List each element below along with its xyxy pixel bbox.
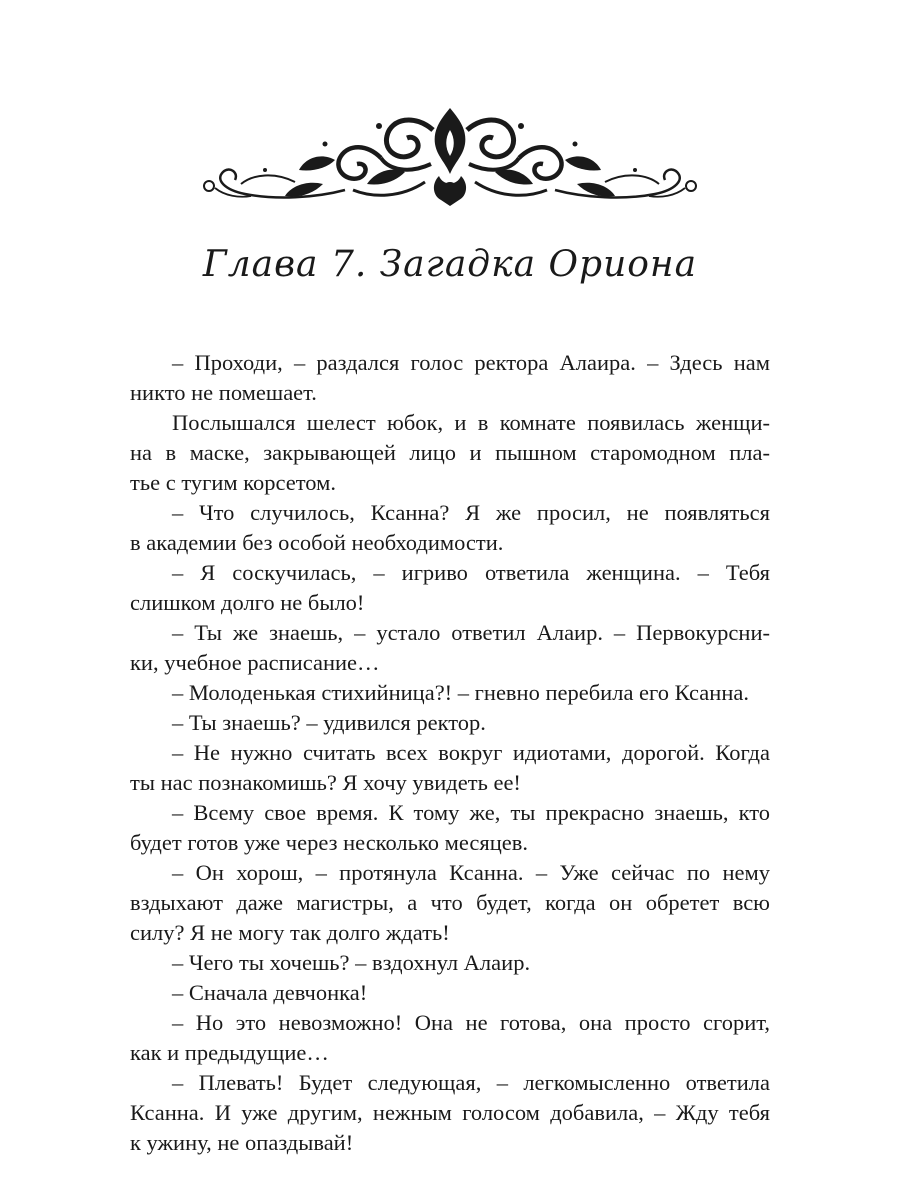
paragraph [130,798,770,858]
paragraph [130,738,770,798]
paragraph [130,678,770,708]
text-line: Ксанна. И уже другим, нежным голосом добавила, – Жду тебя [130,1100,770,1125]
paragraph [130,408,770,498]
text-line: – Сначала девчонка! [172,980,368,1005]
text-line: – Не нужно считать всех вокруг идиотами, дорогой. Когда [172,740,770,765]
text-line: – Молоденькая стихийница?! – гневно перебила его Ксанна. [172,680,749,705]
text-line: на в маске, закрывающей лицо и пышном старомодном пла- [130,440,770,465]
text-line: вздыхают даже магистры, а что будет, когда он обретет всю [130,890,770,915]
text-line: Послышался шелест юбок, и в комнате появилась женщи- [172,410,770,435]
paragraph [130,1008,770,1068]
text-line: – Ты знаешь? – удивился ректор. [172,710,486,735]
text-line: – Что случилось, Ксанна? Я же просил, не появляться [172,500,770,525]
text-line: тье с тугим корсетом. [130,470,336,495]
paragraph [130,948,770,978]
chapter-title: Глава 7. Загадка Ориона [202,244,698,285]
text-line: – Я соскучилась, – игриво ответила женщина. – Тебя [172,560,770,585]
text-line: к ужину, не опаздывай! [130,1130,354,1155]
text-line: как и предыдущие… [130,1040,329,1065]
text-line: слишком долго не было! [130,590,365,615]
text-line: силу? Я не могу так долго ждать! [130,920,450,945]
text-line: – Он хорош, – протянула Ксанна. – Уже сейчас по нему [172,860,770,885]
text-line: в академии без особой необходимости. [130,530,504,555]
text-line: ки, учебное расписание… [130,650,380,675]
paragraph [130,618,770,678]
text-line: – Но это невозможно! Она не готова, она просто сгорит, [172,1010,770,1035]
text-line: – Чего ты хочешь? – вздохнул Алаир. [172,950,531,975]
paragraph [130,558,770,618]
paragraph [130,978,770,1008]
paragraph [130,858,770,948]
text-line: – Плевать! Будет следующая, – легкомысленно ответила [172,1070,770,1095]
text-line: будет готов уже через несколько месяцев. [130,830,528,855]
text-line: ты нас познакомишь? Я хочу увидеть ее! [130,770,521,795]
paragraph [130,348,770,408]
paragraph [130,708,770,738]
paragraph [130,1068,770,1158]
text-line: – Проходи, – раздался голос ректора Алаира. – Здесь нам [172,350,770,375]
paragraph [130,498,770,558]
text-line: никто не помешает. [130,380,317,405]
chapter-body [130,348,770,1158]
text-line: – Ты же знаешь, – устало ответил Алаир. – Первокурсни- [172,620,770,645]
baroque-flourish-icon [195,100,705,210]
text-line: – Всему свое время. К тому же, ты прекрасно знаешь, кто [172,800,770,825]
